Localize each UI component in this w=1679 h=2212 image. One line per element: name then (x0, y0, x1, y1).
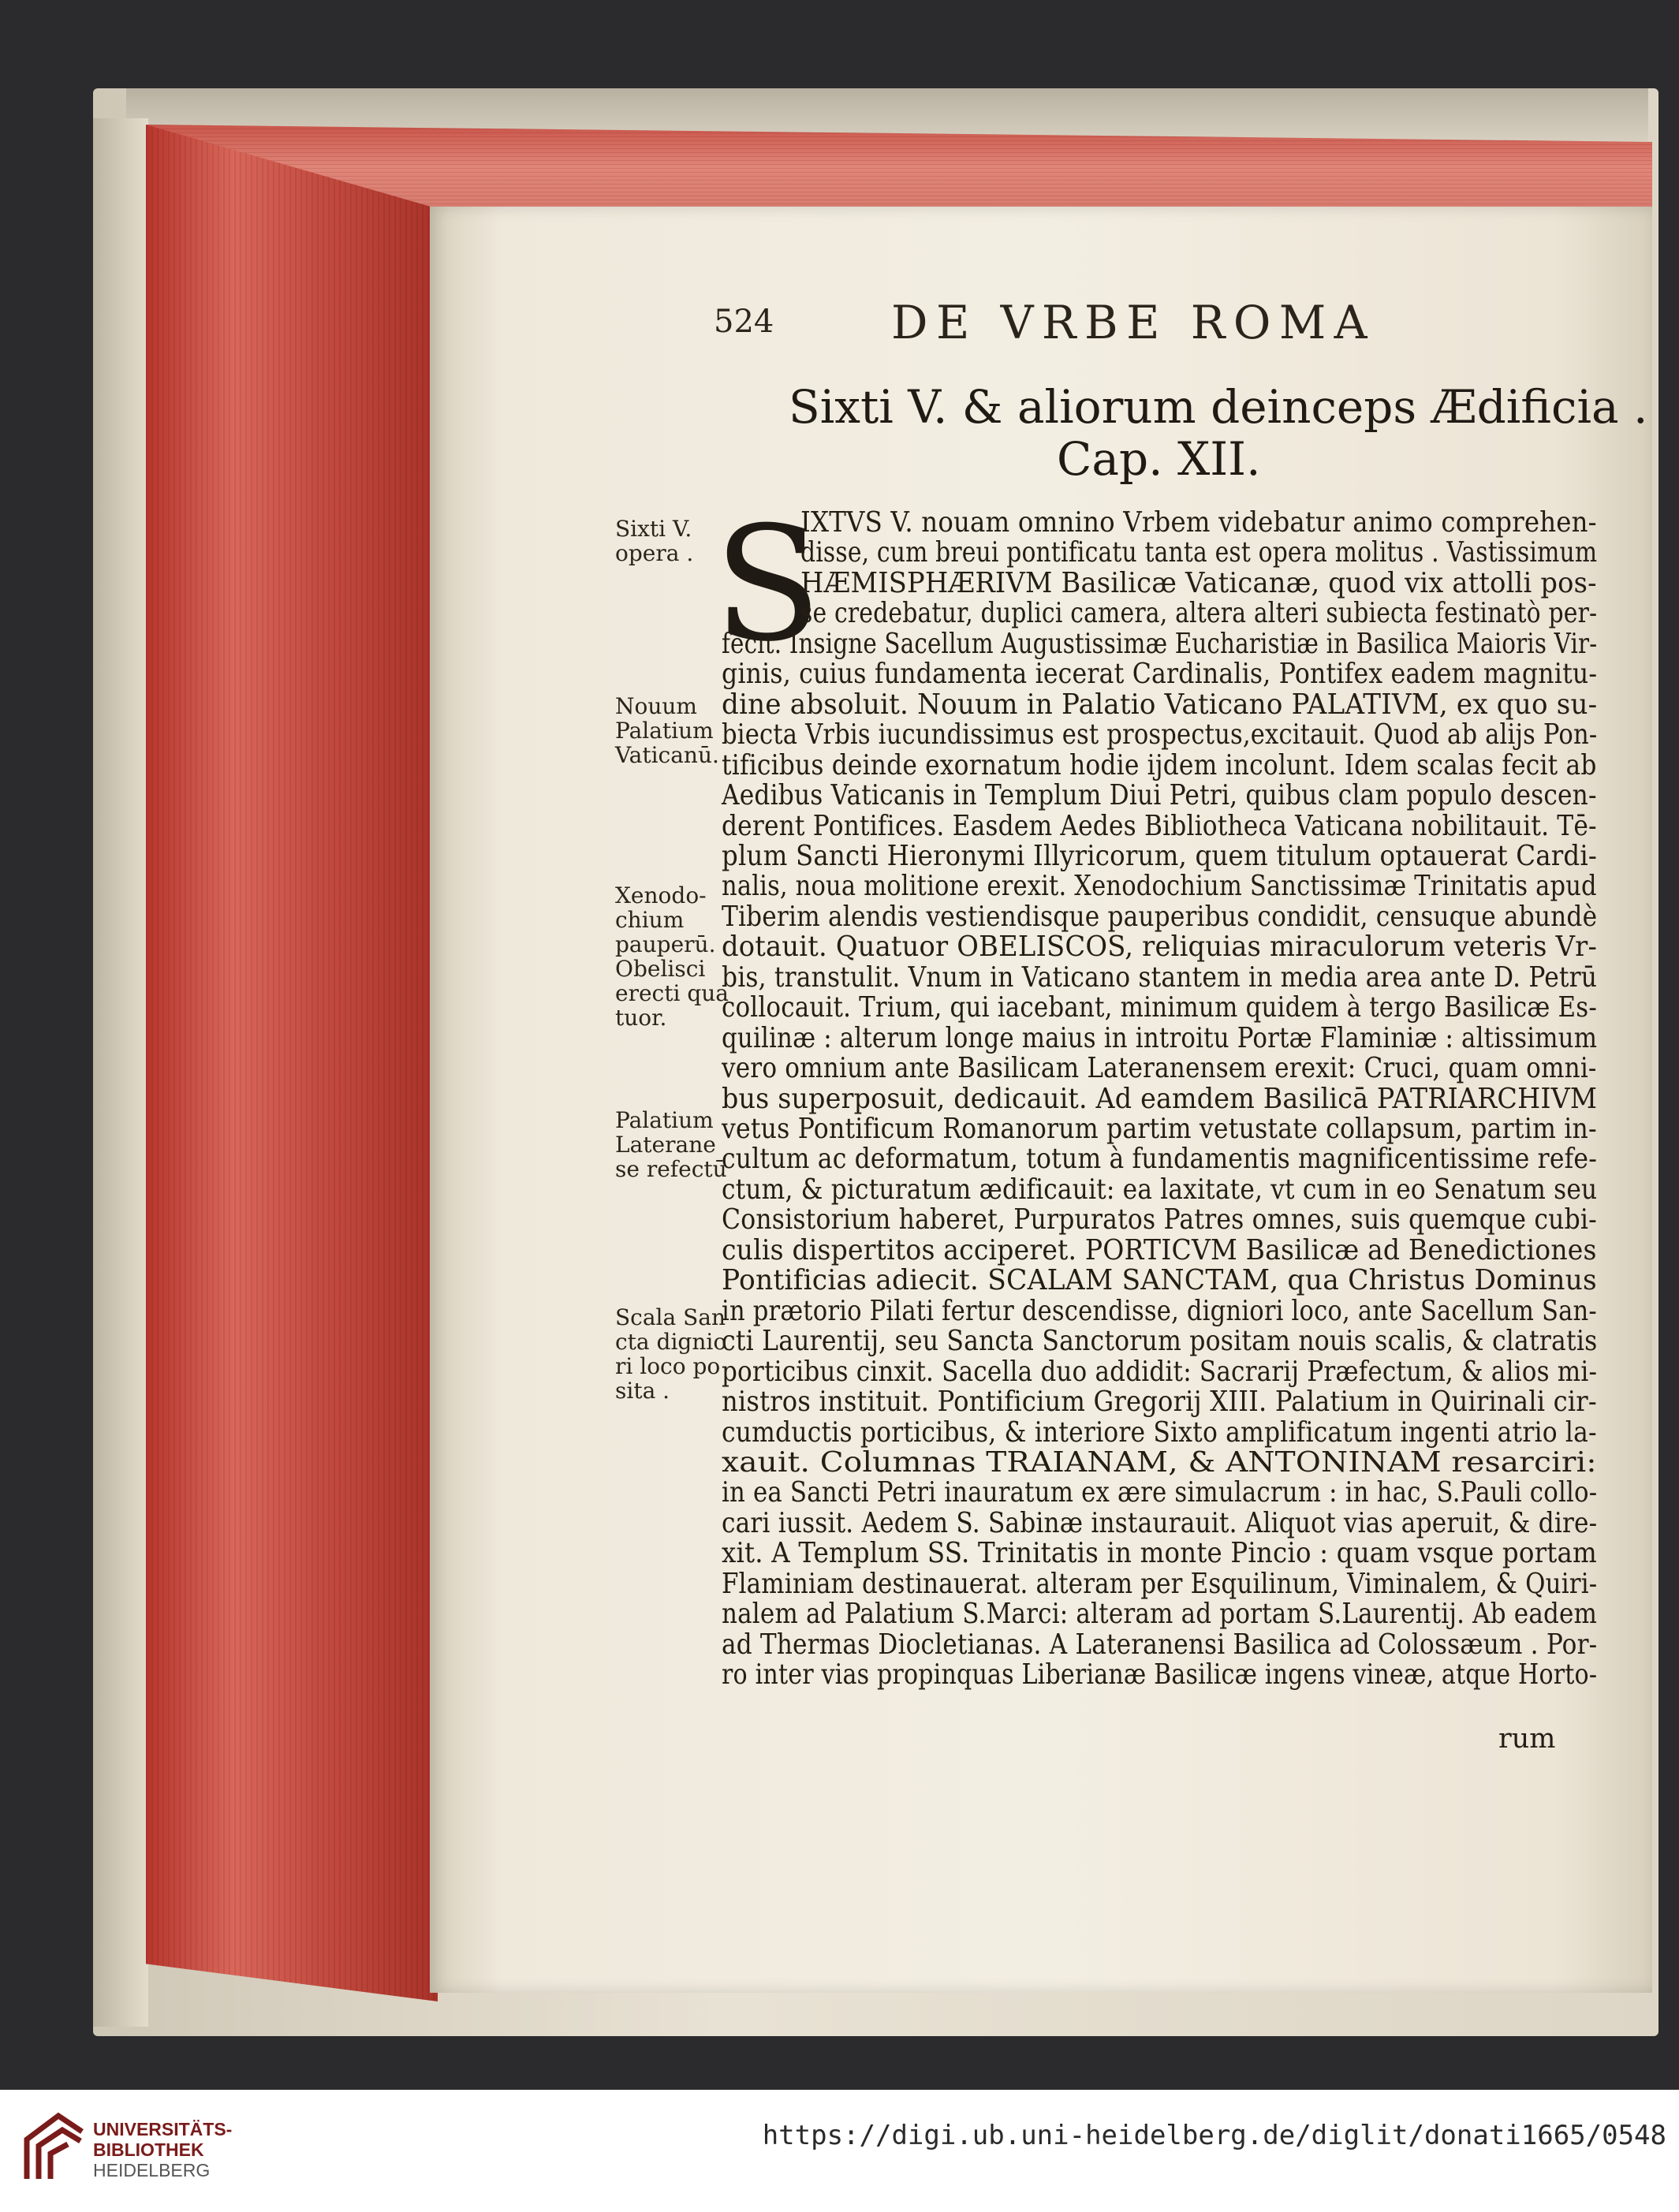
text-line: bis, transtulit. Vnum in Vaticano stantem in media area ante D. Petrū (722, 961, 1598, 994)
marginal-note: Scala San cta dignio ri loco po sita . (615, 1304, 727, 1404)
catchword: rum (1498, 1723, 1556, 1755)
text-line: fecit. Insigne Sacellum Augustissimæ Eucharistiæ in Basilica Maioris Vir- (722, 627, 1598, 660)
marginal-note: Palatium Laterane se refectū (615, 1107, 727, 1182)
text-line: nistros instituit. Pontificium Gregorij XIII. Palatium in Quirinali cir- (722, 1386, 1597, 1419)
text-line: plum Sancti Hieronymi Illyricorum, quem titulum optauerat Cardi- (722, 839, 1598, 872)
text-line: Pontificias adiecit. SCALAM SANCTAM, qua Christus Dominus (722, 1264, 1597, 1297)
text-line: porticibus cinxit. Sacella duo addidit: Sacrarij Præfectum, & alios mi- (722, 1355, 1598, 1388)
text-line: vetus Pontificum Romanorum partim vetustate collapsum, partim in- (722, 1113, 1597, 1145)
book-board-edge (93, 118, 148, 2027)
text-line: nalem ad Palatium S.Marci: alteram ad portam S.Laurentij. Ab eadem (722, 1598, 1598, 1631)
page-title: Sixti V. & aliorum deinceps Ædificia . (789, 380, 1648, 434)
logo-line: BIBLIOTHEK (93, 2139, 204, 2160)
source-url-link[interactable]: https://digi.ub.uni-heidelberg.de/diglit/donati1665/0548 (762, 2120, 1666, 2151)
page-number: 524 (714, 304, 774, 340)
text-line: Tiberim alendis vestiendisque pauperibus condidit, censuque abundè (722, 900, 1598, 933)
text-line: collocauit. Trium, qui iacebant, minimum quidem à tergo Basilicæ Es- (722, 991, 1597, 1024)
text-line: cumductis porticibus, & interiore Sixto amplificatum ingenti atrio la- (722, 1416, 1597, 1449)
text-line: Flaminiam destinauerat. alteram per Esquilinum, Viminalem, & Quiri- (722, 1567, 1598, 1600)
text-line: disse, cum breui pontificatu tanta est opera molitus . Vastissimum (800, 536, 1598, 569)
text-line: xauit. Columnas TRAIANAM, & ANTONINAM resarciri: (722, 1445, 1597, 1479)
text-line: dine absoluit. Nouum in Palatio Vaticano PALATIVM, ex quo su- (722, 688, 1598, 721)
chapter-heading: Cap. XII. (1057, 432, 1261, 486)
text-line: Aedibus Vaticanis in Templum Diui Petri, quibus clam populo descen- (722, 779, 1597, 812)
text-line: derent Pontifices. Easdem Aedes Bibliotheca Vaticana nobilitauit. Tē- (722, 809, 1597, 842)
text-line: cultum ac deformatum, totum à fundamentis magnificentissime refe- (722, 1143, 1597, 1176)
text-line: cti Laurentij, seu Sancta Sanctorum positam nouis scalis, & clatratis (722, 1325, 1598, 1358)
text-line: tificibus deinde exornatum hodie ijdem incolunt. Idem scalas fecit ab (722, 748, 1597, 781)
library-name[interactable] (93, 2119, 232, 2180)
red-page-edges (146, 125, 438, 2001)
text-line: Consistorium haberet, Purpuratos Patres omnes, suis quemque cubi- (722, 1203, 1597, 1237)
logo-line: HEIDELBERG (93, 2160, 211, 2180)
text-line: quilinæ : alterum longe maius in introitu Portæ Flaminiæ : altissimum (722, 1021, 1598, 1054)
text-line: HÆMISPHÆRIVM Basilicæ Vaticanæ, quod vix attolli pos- (800, 566, 1597, 599)
library-logo-icon[interactable] (19, 2108, 90, 2187)
text-line: culis dispertitos acciperet. PORTICVM Basilicæ ad Benedictiones (722, 1233, 1597, 1266)
drop-cap: S (714, 493, 823, 677)
text-line: in ea Sancti Petri inauratum ex ære simulacrum : in hac, S.Pauli collo- (722, 1476, 1598, 1509)
text-line: dotauit. Quatuor OBELISCOS, reliquias miraculorum veteris Vr- (722, 931, 1598, 964)
text-line: bus superposuit, dedicauit. Ad eamdem Basilicā PATRIARCHIVM (722, 1082, 1598, 1115)
marginal-note: Xenodo- chium pauperū. Obelisci erecti qua tuor. (615, 882, 729, 1031)
text-line: cari iussit. Aedem S. Sabinæ instaurauit. Aliquot vias aperuit, & dire- (722, 1506, 1598, 1539)
text-line: in prætorio Pilati fertur descendisse, digniori loco, ante Sacellum San- (722, 1294, 1597, 1327)
text-line: ctum, & picturatum ædificauit: ea laxitate, vt cum in eo Senatum seu (722, 1173, 1598, 1206)
logo-line: UNIVERSITÄTS- (93, 2119, 233, 2139)
text-line: biecta Vrbis iucundissimus est prospectus,excitauit. Quod ab alijs Pon- (722, 718, 1598, 752)
text-line: ro inter vias propinquas Liberianæ Basilicæ ingens vineæ, atque Horto- (722, 1658, 1598, 1692)
text-line: xit. A Templum SS. Trinitatis in monte Pincio : quam vsque portam (722, 1537, 1597, 1570)
text-line: nalis, noua molitione erexit. Xenodochium Sanctissimæ Trinitatis apud (722, 870, 1597, 903)
text-line: IXTVS V. nouam omnino Vrbem videbatur animo comprehen- (800, 506, 1597, 539)
text-line: ad Thermas Diocletianas. A Lateranensi Basilica ad Colossæum . Por- (722, 1628, 1598, 1661)
text-line: ginis, cuius fundamenta iecerat Cardinalis, Pontifex eadem magnitu- (722, 658, 1598, 691)
text-line: se credebatur, duplici camera, altera alteri subiecta festinatò per- (800, 597, 1598, 630)
text-line: vero omnium ante Basilicam Lateranensem erexit: Cruci, quam omni- (722, 1052, 1597, 1085)
marginal-note: Sixti V. opera . (615, 516, 694, 566)
marginal-note: Nouum Palatium Vaticanū. (615, 693, 719, 768)
running-head: DE VRBE ROMA (891, 296, 1376, 349)
